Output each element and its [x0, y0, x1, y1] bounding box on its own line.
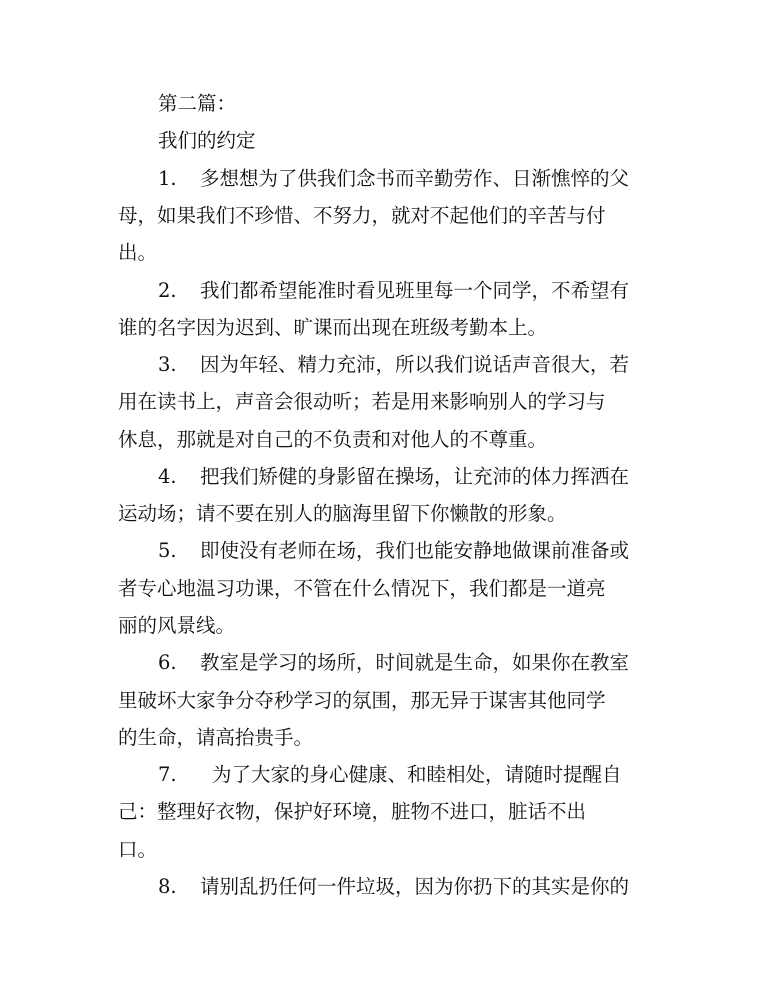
- list-item-3-first-line: [158, 353, 629, 377]
- item-text-line: 我们都希望能准时看见班里每一个同学，不希望有: [200, 279, 630, 302]
- item-text-line: 因为年轻、精力充沛，所以我们说话声音很大，若: [200, 353, 630, 376]
- section-heading: 第二篇：: [158, 92, 237, 115]
- list-item-6-first-line: [158, 651, 629, 675]
- item-text-line: 母，如果我们不珍惜、不努力，就对不起他们的辛苦与付: [118, 204, 606, 227]
- item-text-line: 的生命，请高抬贵手。: [118, 726, 314, 749]
- item-number: 7.: [158, 763, 177, 786]
- item-text-line: 口。: [118, 838, 158, 861]
- item-number: 4.: [158, 465, 177, 488]
- document-title: 我们的约定: [158, 129, 256, 152]
- item-text-line: 休息，那就是对自己的不负责和对他人的不尊重。: [118, 428, 548, 451]
- item-number: 1.: [158, 167, 177, 190]
- list-item-7-first-line: [158, 763, 622, 787]
- item-text-line: 丽的风景线。: [118, 614, 236, 637]
- item-text-line: 多想想为了供我们念书而辛勤劳作、日渐憔悴的父: [200, 167, 630, 190]
- item-text-line: 用在读书上，声音会很动听；若是用来影响别人的学习与: [118, 390, 606, 413]
- item-text-line: 谁的名字因为迟到、旷课而出现在班级考勤本上。: [118, 316, 548, 339]
- item-text-line: 里破坏大家争分夺秒学习的氛围，那无异于谋害其他同学: [118, 689, 606, 712]
- list-item-4-first-line: [158, 465, 629, 489]
- item-text-line: 请别乱扔任何一件垃圾，因为你扔下的其实是你的: [200, 875, 630, 898]
- list-item-1-first-line: [158, 167, 629, 191]
- item-text-line: 即使没有老师在场，我们也能安静地做课前准备或: [200, 539, 630, 562]
- item-number: 2.: [158, 279, 177, 302]
- item-text-line: 己：整理好衣物，保护好环境，脏物不进口，脏话不出: [118, 800, 587, 823]
- item-text-line: 出。: [118, 241, 158, 264]
- item-text-line: 者专心地温习功课，不管在什么情况下，我们都是一道亮: [118, 577, 606, 600]
- item-number: 5.: [158, 539, 177, 562]
- item-text-line: 把我们矫健的身影留在操场，让充沛的体力挥洒在: [200, 465, 630, 488]
- item-number: 8.: [158, 875, 177, 898]
- item-number: 6.: [158, 651, 177, 674]
- list-item-8-first-line: [158, 875, 629, 899]
- item-text-line: 为了大家的身心健康、和睦相处，请随时提醒自: [212, 763, 622, 786]
- list-item-2-first-line: [158, 279, 629, 303]
- item-text-line: 运动场；请不要在别人的脑海里留下你懒散的形象。: [118, 502, 567, 525]
- list-item-5-first-line: [158, 539, 629, 563]
- item-number: 3.: [158, 353, 177, 376]
- item-text-line: 教室是学习的场所，时间就是生命，如果你在教室: [200, 651, 630, 674]
